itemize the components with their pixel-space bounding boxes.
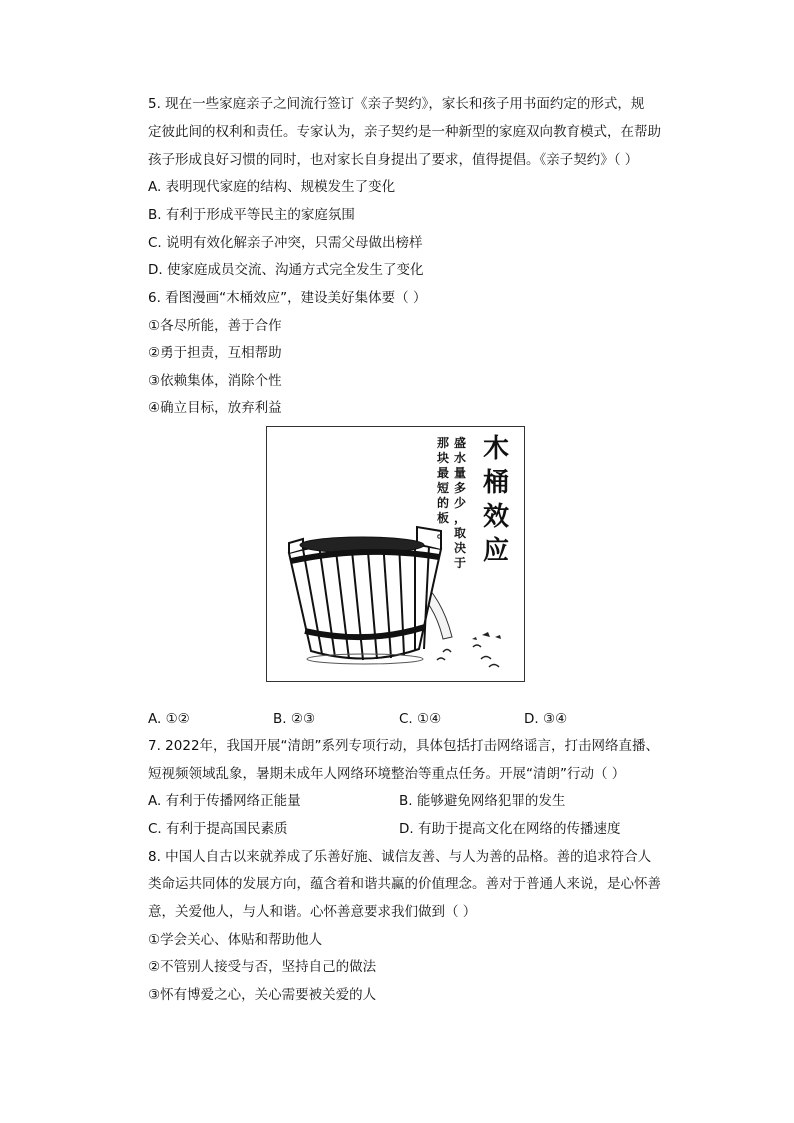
bucket-effect-cartoon xyxy=(266,426,525,682)
question-6-item-3: ③依赖集体，消除个性 xyxy=(148,373,282,389)
question-5-option-d[interactable]: D. 使家庭成员交流、沟通方式完全发生了变化 xyxy=(148,262,424,278)
question-8-stem-line-1: 8. 中国人自古以来就养成了乐善好施、诚信友善、与人为善的品格。善的追求符合人 xyxy=(148,849,652,865)
question-6-option-d[interactable]: D. ③④ xyxy=(524,711,568,727)
caption-2-char: 短 xyxy=(437,481,450,495)
caption-2-char: 的 xyxy=(437,496,450,510)
question-7-option-c[interactable]: C. 有利于提高国民素质 xyxy=(148,821,288,837)
cartoon-title xyxy=(483,434,509,566)
question-7-stem-line-1: 7. 2022年，我国开展“清朗”系列专项行动，具体包括打击网络谣言，打击网络直播、 xyxy=(148,738,660,754)
question-5-stem-line-1: 5. 现在一些家庭亲子之间流行签订《亲子契约》，家长和孩子用书面约定的形式，规 xyxy=(148,96,645,112)
caption-2-char: 板 xyxy=(437,511,450,525)
caption-1-char: 决 xyxy=(454,541,467,555)
question-8-stem-line-3: 意，关爱他人，与人和谐。心怀善意要求我们做到（ ） xyxy=(148,904,477,920)
title-char-3: 效 xyxy=(483,502,510,532)
caption-2-char: 。 xyxy=(437,526,450,540)
question-6-option-c[interactable]: C. ①④ xyxy=(399,711,442,727)
question-8-item-3: ③怀有博爱之心，关心需要被关爱的人 xyxy=(148,987,377,1003)
caption-1-char: ， xyxy=(454,511,467,525)
title-char-4: 应 xyxy=(483,536,510,566)
caption-2-char: 那 xyxy=(437,436,450,450)
cartoon-caption-col-2 xyxy=(437,436,449,540)
question-5-option-a[interactable]: A. 表明现代家庭的结构、规模发生了变化 xyxy=(148,179,396,195)
question-8-stem-line-2: 类命运共同体的发展方向，蕴含着和谐共赢的价值理念。善对于普通人来说，是心怀善 xyxy=(148,876,661,892)
question-6-stem: 6. 看图漫画“木桶效应”，建设美好集体要（ ） xyxy=(148,290,427,306)
question-8-item-2: ②不管别人接受与否，坚持自己的做法 xyxy=(148,959,377,975)
question-7-option-b[interactable]: B. 能够避免网络犯罪的发生 xyxy=(399,793,566,809)
caption-1-char: 取 xyxy=(454,526,467,540)
question-5-stem-line-3: 孩子形成良好习惯的同时，也对家长自身提出了要求，值得提倡。《亲子契约》（ ） xyxy=(148,152,639,168)
question-5-option-b[interactable]: B. 有利于形成平等民主的家庭氛围 xyxy=(148,207,355,223)
bucket-illustration xyxy=(267,427,524,681)
question-6-item-1: ①各尽所能，善于合作 xyxy=(148,318,282,334)
title-char-2: 桶 xyxy=(483,468,510,498)
question-6-item-4: ④确立目标，放弃利益 xyxy=(148,400,282,416)
question-7-option-d[interactable]: D. 有助于提高文化在网络的传播速度 xyxy=(399,821,621,837)
question-6-option-a[interactable]: A. ①② xyxy=(148,711,190,727)
caption-1-char: 量 xyxy=(454,466,467,480)
caption-1-char: 少 xyxy=(454,496,467,510)
question-6-item-2: ②勇于担责，互相帮助 xyxy=(148,345,282,361)
question-7-option-a[interactable]: A. 有利于传播网络正能量 xyxy=(148,793,301,809)
title-char-1: 木 xyxy=(483,434,510,464)
caption-1-char: 多 xyxy=(454,481,467,495)
caption-2-char: 块 xyxy=(437,451,450,465)
caption-1-char: 盛 xyxy=(454,436,467,450)
caption-1-char: 于 xyxy=(454,556,467,570)
question-8-item-1: ①学会关心、体贴和帮助他人 xyxy=(148,932,323,948)
question-6-option-b[interactable]: B. ②③ xyxy=(273,711,316,727)
question-5-option-c[interactable]: C. 说明有效化解亲子冲突，只需父母做出榜样 xyxy=(148,235,423,251)
question-7-stem-line-2: 短视频领域乱象，暑期未成年人网络环境整治等重点任务。开展“清朗”行动（ ） xyxy=(148,766,626,782)
caption-1-char: 水 xyxy=(454,451,467,465)
question-5-stem-line-2: 定彼此间的权利和责任。专家认为，亲子契约是一种新型的家庭双向教育模式，在帮助 xyxy=(148,124,661,140)
caption-2-char: 最 xyxy=(437,466,450,480)
cartoon-caption-col-1 xyxy=(454,435,466,570)
